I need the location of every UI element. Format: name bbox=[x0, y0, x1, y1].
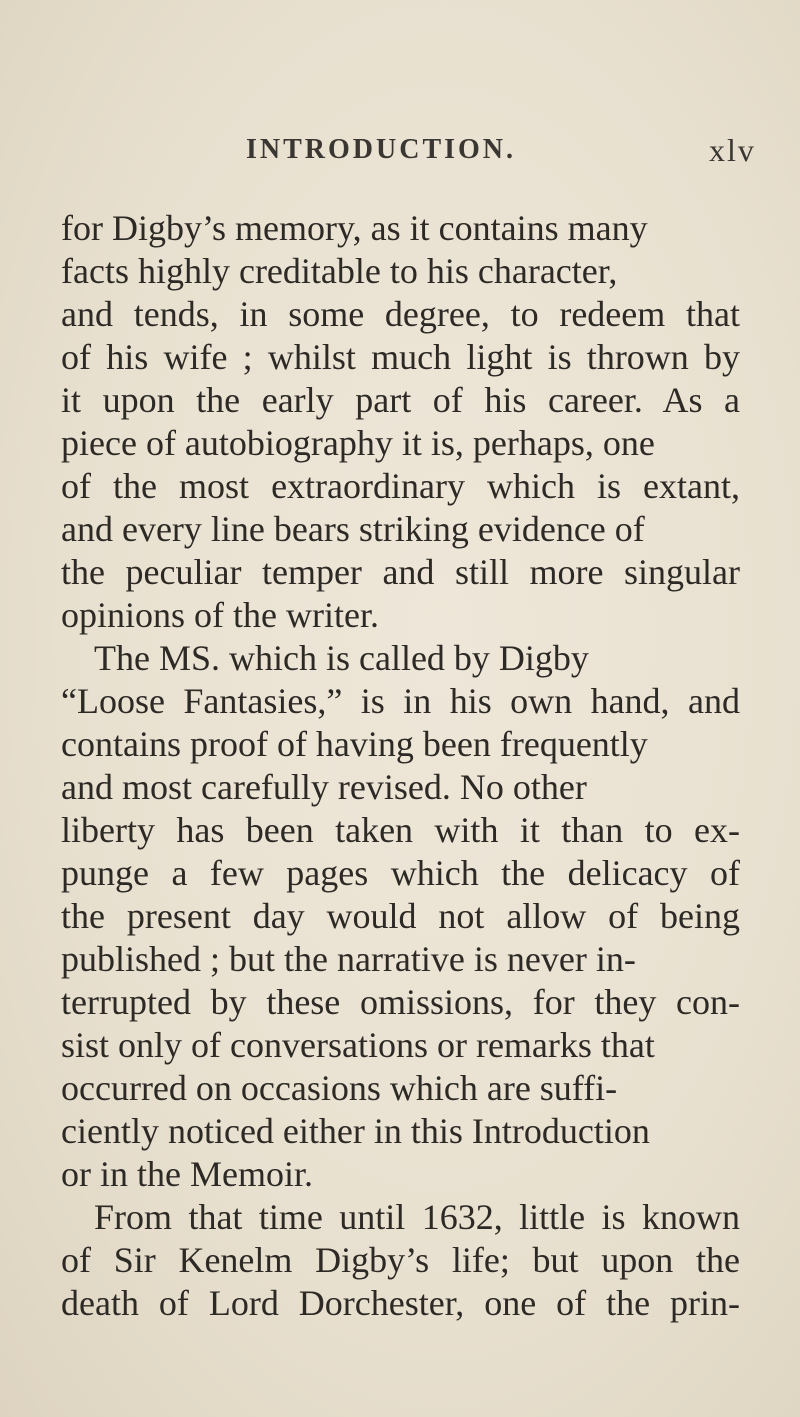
text-line: contains proof of having been frequently bbox=[61, 724, 648, 764]
text-line: published ; but the narrative is never in- bbox=[61, 939, 636, 979]
text-line: piece of autobiography it is, perhaps, one bbox=[61, 423, 655, 463]
text-line: sist only of conversations or remarks that bbox=[61, 1025, 655, 1065]
text-line: terrupted by these omissions, for they con- bbox=[61, 982, 741, 1022]
text-line: it upon the early part of his career. As a bbox=[61, 380, 741, 420]
text-line: “Loose Fantasies,” is in his own hand, and bbox=[61, 681, 740, 721]
text-line: and most carefully revised. No other bbox=[61, 767, 587, 807]
text-line: facts highly creditable to his character, bbox=[61, 251, 618, 291]
text-line: occurred on occasions which are suffi- bbox=[61, 1068, 618, 1108]
text-line: opinions of the writer. bbox=[61, 595, 379, 635]
page-number: xlv bbox=[709, 132, 756, 168]
text-line: death of Lord Dorchester, one of the prin- bbox=[61, 1283, 740, 1323]
text-line: for Digby’s memory, as it contains many bbox=[61, 208, 648, 248]
text-line: the present day would not allow of being bbox=[61, 896, 741, 936]
text-line: of his wife ; whilst much light is thrown by bbox=[61, 337, 741, 377]
text-line: punge a few pages which the delicacy of bbox=[61, 853, 740, 893]
text-line: ciently noticed either in this Introduction bbox=[61, 1111, 650, 1151]
text-line: of the most extraordinary which is extant, bbox=[61, 466, 741, 506]
text-line: of Sir Kenelm Digby’s life; but upon the bbox=[61, 1240, 740, 1280]
text-line: liberty has been taken with it than to ex- bbox=[61, 810, 740, 850]
text-line: or in the Memoir. bbox=[61, 1154, 313, 1194]
text-line: From that time until 1632, little is known bbox=[94, 1197, 740, 1237]
page-header bbox=[0, 128, 800, 172]
text-line: and tends, in some degree, to redeem that bbox=[61, 294, 740, 334]
text-line: the peculiar temper and still more singular bbox=[61, 552, 740, 592]
text-line: and every line bears striking evidence of bbox=[61, 509, 645, 549]
text-line: The MS. which is called by Digby bbox=[94, 638, 589, 678]
running-head: INTRODUCTION. bbox=[246, 134, 517, 165]
